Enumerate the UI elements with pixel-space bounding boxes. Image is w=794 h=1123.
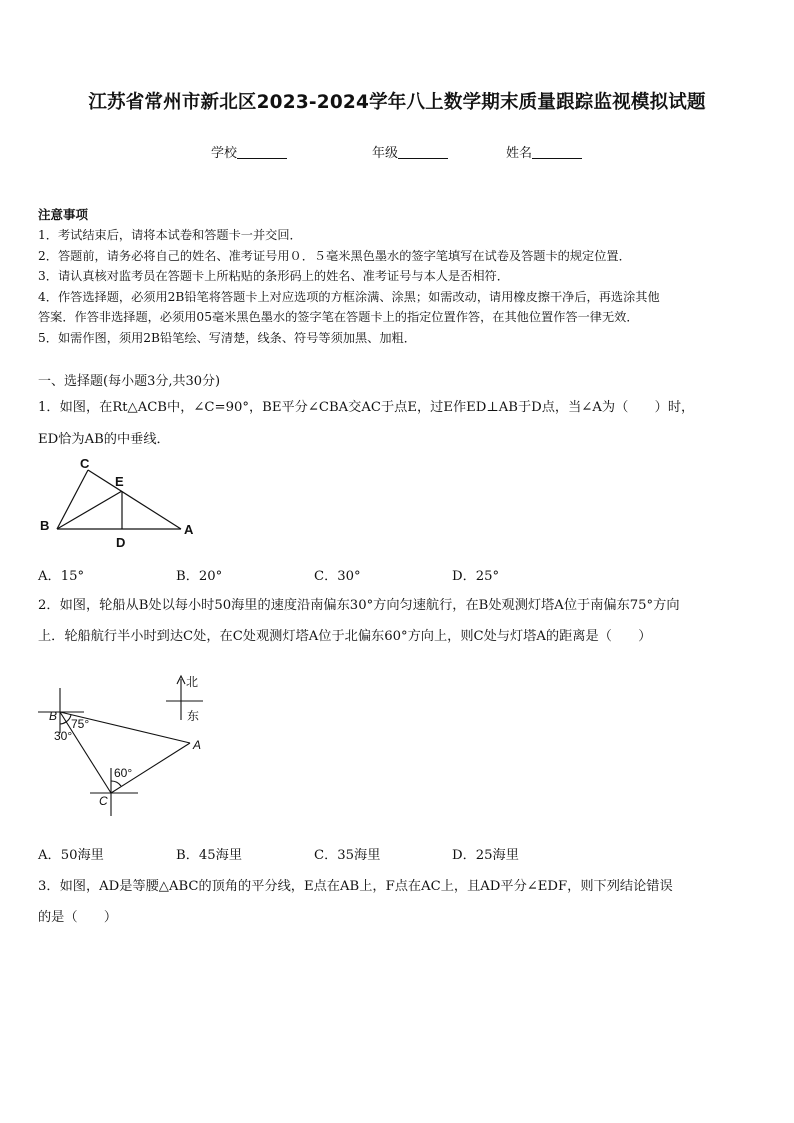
question-1-text: 1．如图，在Rt△ACB中，∠C=90°，BE平分∠CBA交AC于点E，过E作ED⊥AB于D点，当∠A为（ ）时， [38, 400, 695, 415]
note-item: 4．作答选择题，必须用2B铅笔将答题卡上对应选项的方框涂满、涂黑；如需改动，请用橡皮擦干净后，再选涂其他 [38, 290, 660, 304]
question-3-text: 的是（ ） [38, 910, 118, 925]
option-a[interactable]: A．15° [38, 569, 85, 584]
name-label: 姓名 [506, 146, 533, 161]
option-d[interactable]: D．25海里 [452, 848, 519, 863]
grade-label: 年级 [372, 146, 399, 161]
note-item: 答案．作答非选择题，必须用05毫米黑色墨水的签字笔在答题卡上的指定位置作答，在其他位置作答一律无效． [38, 310, 639, 324]
question-2-text: 2．如图，轮船从B处以每小时50海里的速度沿南偏东30°方向匀速航行，在B处观测灯塔A位于南偏东75°方向 [38, 598, 680, 613]
angle-arc-60 [111, 781, 121, 786]
label-north: 北 [186, 675, 199, 689]
notes-heading: 注意事项 [38, 207, 89, 222]
label-b: B [49, 709, 58, 723]
page-title: 江苏省常州市新北区2023-2024学年八上数学期末质量跟踪监视模拟试题 [88, 92, 706, 113]
option-b[interactable]: B．45海里 [176, 848, 243, 863]
option-c[interactable]: C．35海里 [314, 848, 381, 863]
label-e: E [115, 474, 124, 489]
note-item: 5．如需作图，须用2B铅笔绘、写清楚，线条、符号等须加黑、加粗． [38, 331, 416, 345]
section-heading: 一、选择题(每小题3分,共30分) [38, 374, 221, 389]
note-item: 3．请认真核对监考员在答题卡上所粘贴的条形码上的姓名、准考证号与本人是否相符． [38, 269, 509, 283]
label-b: B [40, 518, 50, 533]
note-item: 1．考试结束后，请将本试卷和答题卡一并交回． [38, 228, 302, 242]
label-75: 75° [71, 717, 90, 731]
angle-arc-30 [60, 722, 66, 724]
school-label: 学校 [211, 146, 238, 161]
question-3-text: 3．如图，AD是等腰△ABC的顶角的平分线，E点在AB上，F点在AC上，且AD平分∠EDF，则下列结论错误 [38, 879, 673, 894]
label-30: 30° [54, 729, 73, 743]
label-60: 60° [114, 766, 133, 780]
note-item: 2．答题前，请务必将自己的姓名、准考证号用０．５毫米黑色墨水的签字笔填写在试卷及答题卡的规定位置． [38, 249, 631, 263]
question-1-text: ED恰为AB的中垂线． [38, 432, 170, 447]
option-a[interactable]: A．50海里 [38, 848, 104, 863]
label-a: A [193, 738, 202, 752]
label-c: C [99, 794, 108, 808]
question-2-text: 上．轮船航行半小时到达C处，在C处观测灯塔A位于北偏东60°方向上，则C处与灯塔A的距离是（ ） [38, 629, 652, 644]
option-c[interactable]: C．30° [314, 569, 361, 584]
label-c: C [80, 456, 90, 471]
label-east: 东 [187, 709, 200, 723]
option-b[interactable]: B．20° [176, 569, 223, 584]
label-a: A [184, 522, 194, 537]
option-d[interactable]: D．25° [452, 569, 500, 584]
label-d: D [116, 535, 126, 550]
